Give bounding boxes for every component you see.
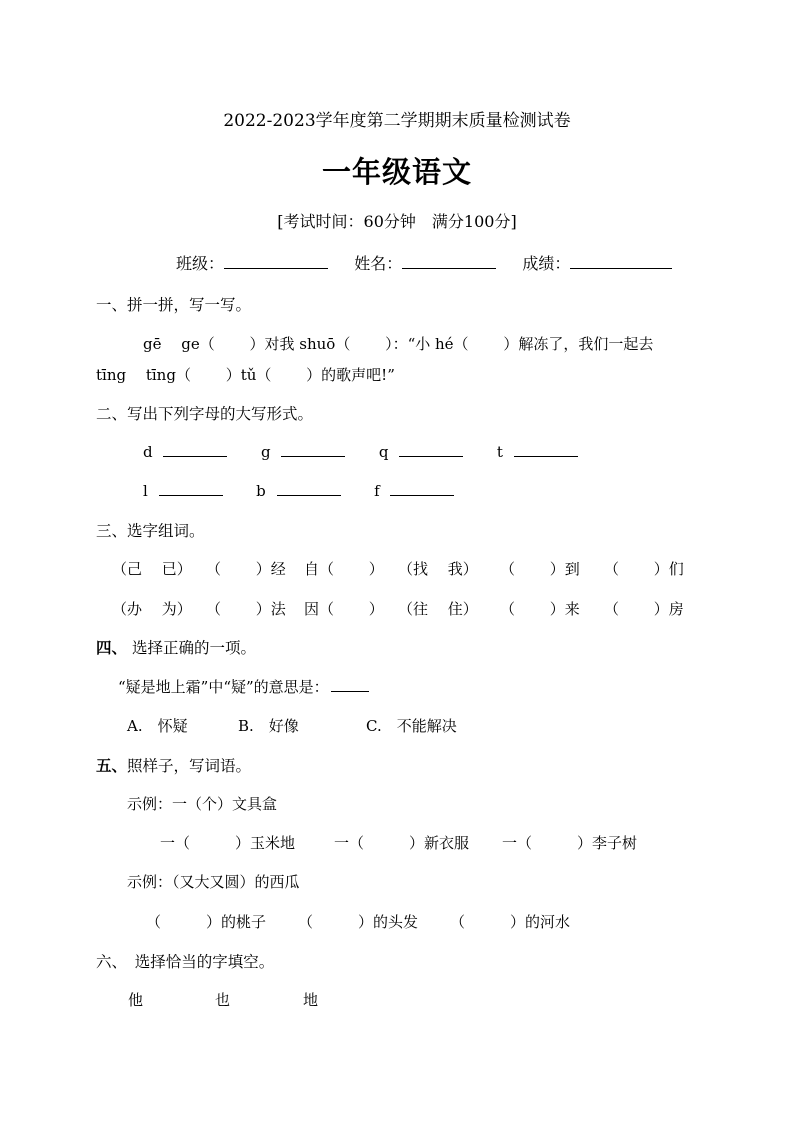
- q5-item6: （ ）的河水: [450, 913, 571, 931]
- q3-row2-pair1: （办 为）: [112, 600, 192, 618]
- answer-blank[interactable]: [163, 442, 227, 457]
- q3-row1-pair2: （找 我）: [398, 560, 478, 578]
- q5-heading: [96, 754, 251, 776]
- q6-title: 六、 选择恰当的字填空。: [96, 953, 275, 971]
- exam-info: [考试时间：60分钟 满分100分]: [277, 212, 517, 231]
- letter-d: d: [143, 443, 153, 461]
- q1-line1: gē ge（ ）对我 shuō（ ）：“小 hé（ ）解冻了，我们一起去: [143, 335, 654, 353]
- letter-g: g: [260, 443, 271, 461]
- q6-char-3: 地: [303, 991, 319, 1009]
- q5-example2: 示例：（又大又圆）的西瓜: [127, 873, 300, 891]
- q4-option-c: C. 不能解决: [366, 717, 457, 735]
- q5-number: 五、: [96, 756, 128, 775]
- q4-number: 四、: [96, 638, 128, 657]
- letter-f: f: [374, 482, 380, 500]
- class-field[interactable]: [224, 252, 328, 269]
- letter-l: l: [143, 482, 148, 500]
- q6-char-2: 也: [215, 991, 231, 1009]
- q3-row2-item4: （ ）房: [604, 600, 684, 618]
- class-label: 班级：: [176, 254, 225, 273]
- q3-row2-item2: 因（ ）: [304, 600, 384, 618]
- q3-row2-pair2: （往 住）: [398, 600, 478, 618]
- q5-example1: 示例：一（个）文具盒: [127, 795, 278, 813]
- q4-title: 选择正确的一项。: [131, 639, 256, 657]
- q5-item4: （ ）的桃子: [146, 913, 267, 931]
- q5-item2: 一（ ）新衣服: [334, 834, 470, 852]
- answer-blank[interactable]: [399, 442, 463, 457]
- q3-row2-item3: （ ）来: [500, 600, 580, 618]
- q5-item1: 一（ ）玉米地: [160, 834, 296, 852]
- q5-item3: 一（ ）李子树: [502, 834, 638, 852]
- letter-t: t: [496, 443, 503, 461]
- letter-q: q: [378, 443, 389, 461]
- q5-item5: （ ）的头发: [298, 913, 419, 931]
- q4-question: “疑是地上霜”中“疑”的意思是：: [118, 678, 329, 696]
- q4-answer-blank[interactable]: [331, 677, 369, 692]
- q4-heading: [96, 636, 256, 658]
- name-field[interactable]: [402, 252, 496, 269]
- q1-title: 一、拼一拼，写一写。: [96, 296, 252, 314]
- score-field[interactable]: [570, 252, 672, 269]
- q3-row1-item3: （ ）到: [500, 560, 580, 578]
- q3-row1-item1: （ ）经: [206, 560, 286, 578]
- exam-subtitle: 2022-2023学年度第二学期期末质量检测试卷: [223, 111, 571, 131]
- q2-row1: [143, 442, 578, 461]
- q3-row2-item1: （ ）法: [206, 600, 286, 618]
- q2-title: 二、写出下列字母的大写形式。: [96, 405, 314, 423]
- student-fields: [176, 251, 672, 274]
- answer-blank[interactable]: [159, 481, 223, 496]
- letter-b: b: [256, 482, 266, 500]
- answer-blank[interactable]: [514, 442, 578, 457]
- name-label: 姓名：: [354, 254, 403, 273]
- q4-option-a: A. 怀疑: [127, 717, 188, 735]
- q3-row1-item2: 自（ ）: [304, 560, 384, 578]
- q2-row2: [143, 481, 454, 500]
- q4-option-b: B. 好像: [238, 717, 299, 735]
- answer-blank[interactable]: [277, 481, 341, 496]
- answer-blank[interactable]: [390, 481, 454, 496]
- q4-question-row: [118, 676, 369, 697]
- answer-blank[interactable]: [281, 442, 345, 457]
- score-label: 成绩：: [522, 254, 571, 273]
- q3-row1-item4: （ ）们: [604, 560, 684, 578]
- q1-line2: tīng tīng（ ）tǔ（ ）的歌声吧!”: [96, 366, 395, 384]
- q6-char-1: 他: [128, 991, 144, 1009]
- q3-title: 三、选字组词。: [96, 522, 205, 540]
- page-title: 一年级语文: [321, 155, 472, 189]
- q3-row1-pair1: （己 已）: [112, 560, 192, 578]
- q5-title: 照样子，写词语。: [127, 757, 252, 775]
